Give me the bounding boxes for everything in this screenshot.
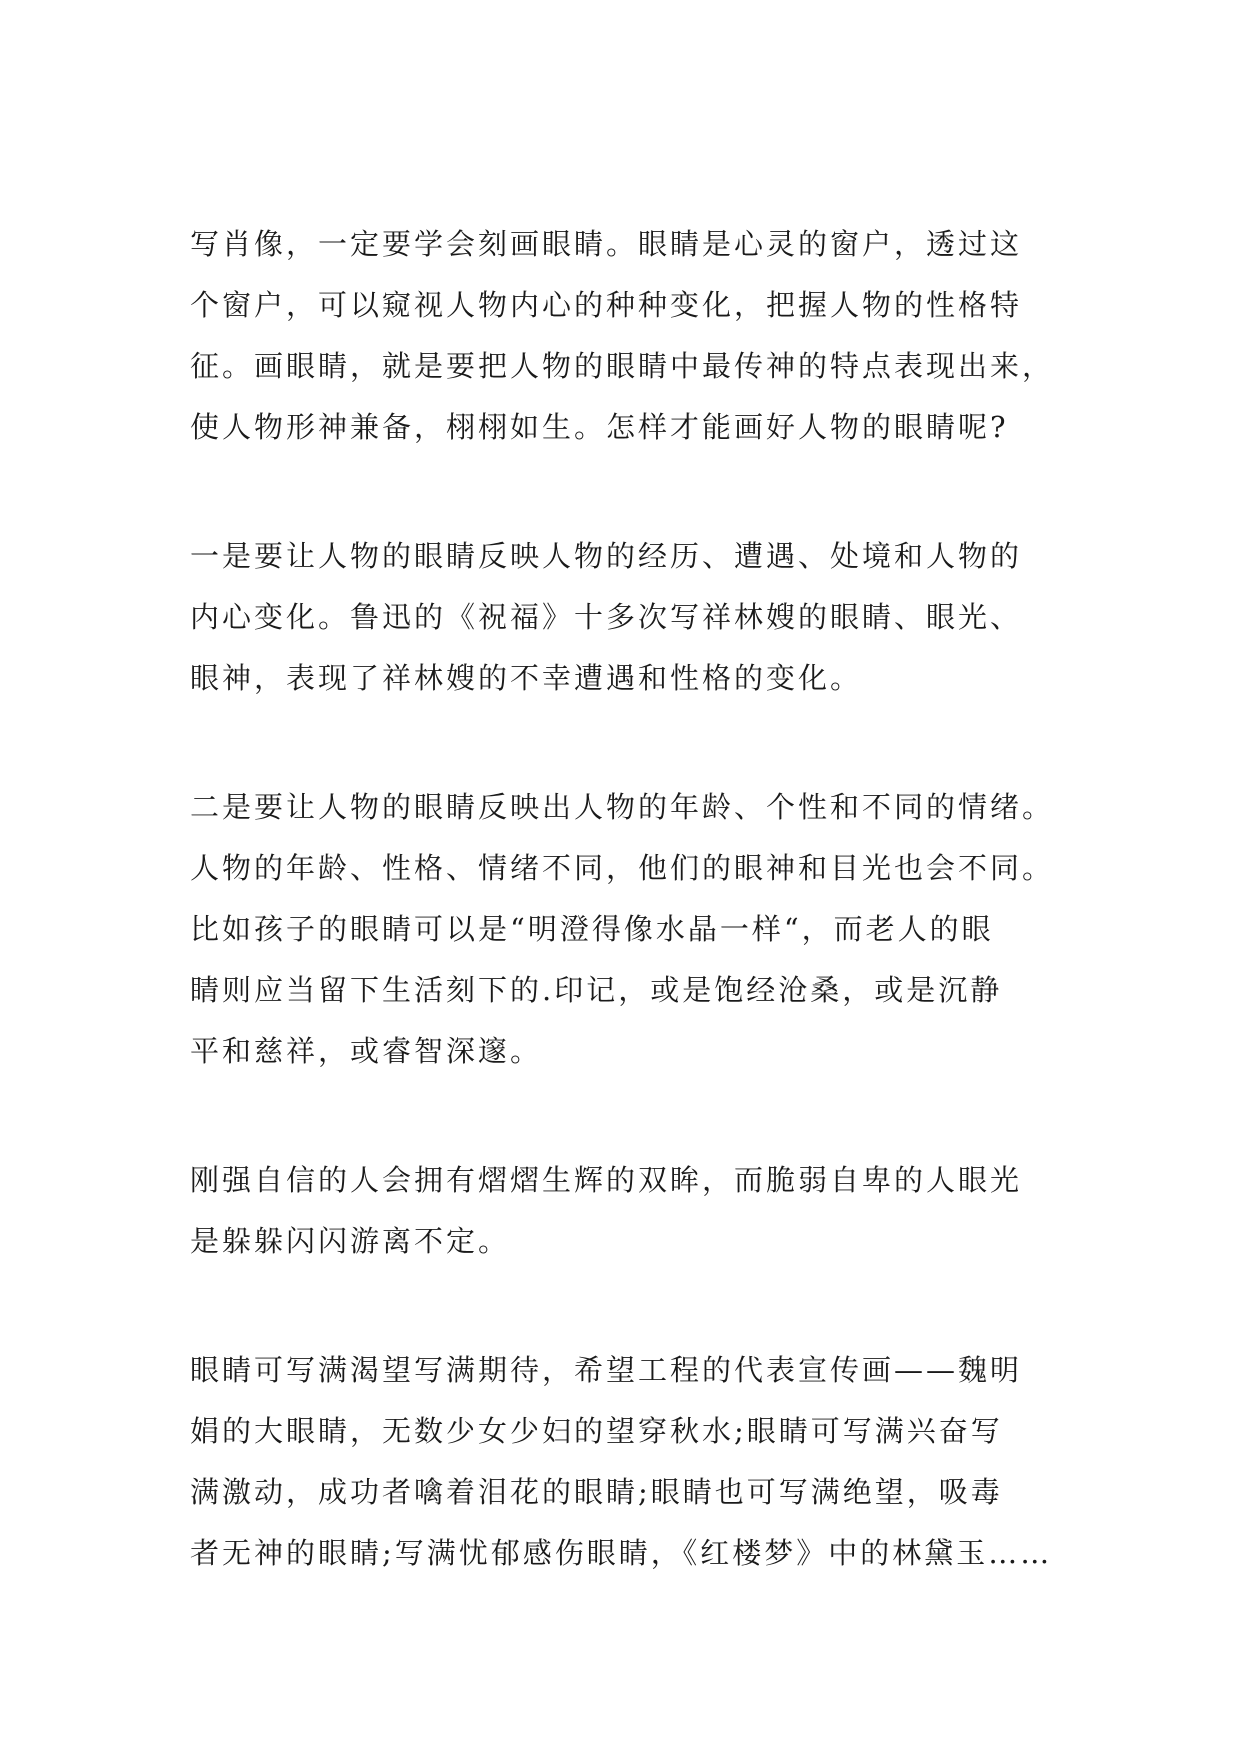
text-line: 是躲躲闪闪游离不定。 — [190, 1224, 511, 1258]
text-line: 平和慈祥，或睿智深邃。 — [190, 1034, 543, 1068]
text-line: 人物的年龄、性格、情绪不同，他们的眼神和目光也会不同。 — [190, 851, 1055, 885]
paragraph-gap — [190, 1272, 1070, 1340]
text-line: 使人物形神兼备，栩栩如生。怎样才能画好人物的眼睛呢? — [190, 410, 1009, 444]
paragraph-confidence — [190, 1150, 1070, 1272]
text-line: 满激动，成功者噙着泪花的眼睛;眼睛也可写满绝望，吸毒 — [190, 1475, 1003, 1509]
paragraph-gap — [190, 709, 1070, 777]
text-line: 内心变化。鲁迅的《祝福》十多次写祥林嫂的眼睛、眼光、 — [190, 600, 1023, 634]
text-line: 刚强自信的人会拥有熠熠生辉的双眸，而脆弱自卑的人眼光 — [190, 1163, 1023, 1197]
paragraph-point-one — [190, 526, 1070, 709]
text-line: 征。画眼睛，就是要把人物的眼睛中最传神的特点表现出来， — [190, 349, 1055, 383]
text-line: 个窗户，可以窥视人物内心的种种变化，把握人物的性格特 — [190, 288, 1023, 322]
text-line: 睛则应当留下生活刻下的.印记，或是饱经沧桑，或是沉静 — [190, 973, 1003, 1007]
paragraph-point-two — [190, 777, 1070, 1082]
paragraph-gap — [190, 1082, 1070, 1150]
text-line: 一是要让人物的眼睛反映人物的经历、遭遇、处境和人物的 — [190, 539, 1023, 573]
text-line: 眼神，表现了祥林嫂的不幸遭遇和性格的变化。 — [190, 661, 863, 695]
paragraph-gap — [190, 458, 1070, 526]
paragraph-intro — [190, 214, 1070, 458]
text-line: 眼睛可写满渴望写满期待，希望工程的代表宣传画——魏明 — [190, 1353, 1023, 1387]
text-line: 娟的大眼睛，无数少女少妇的望穿秋水;眼睛可写满兴奋写 — [190, 1414, 1003, 1448]
text-line: 者无神的眼睛;写满忧郁感伤眼睛，《红楼梦》中的林黛玉…… — [190, 1536, 1053, 1570]
text-line: 二是要让人物的眼睛反映出人物的年龄、个性和不同的情绪。 — [190, 790, 1055, 824]
text-line: 写肖像，一定要学会刻画眼睛。眼睛是心灵的窗户，透过这 — [190, 227, 1023, 261]
text-line: 比如孩子的眼睛可以是“明澄得像水晶一样“，而老人的眼 — [190, 912, 994, 946]
document-body — [190, 214, 1070, 1584]
paragraph-examples — [190, 1340, 1070, 1584]
